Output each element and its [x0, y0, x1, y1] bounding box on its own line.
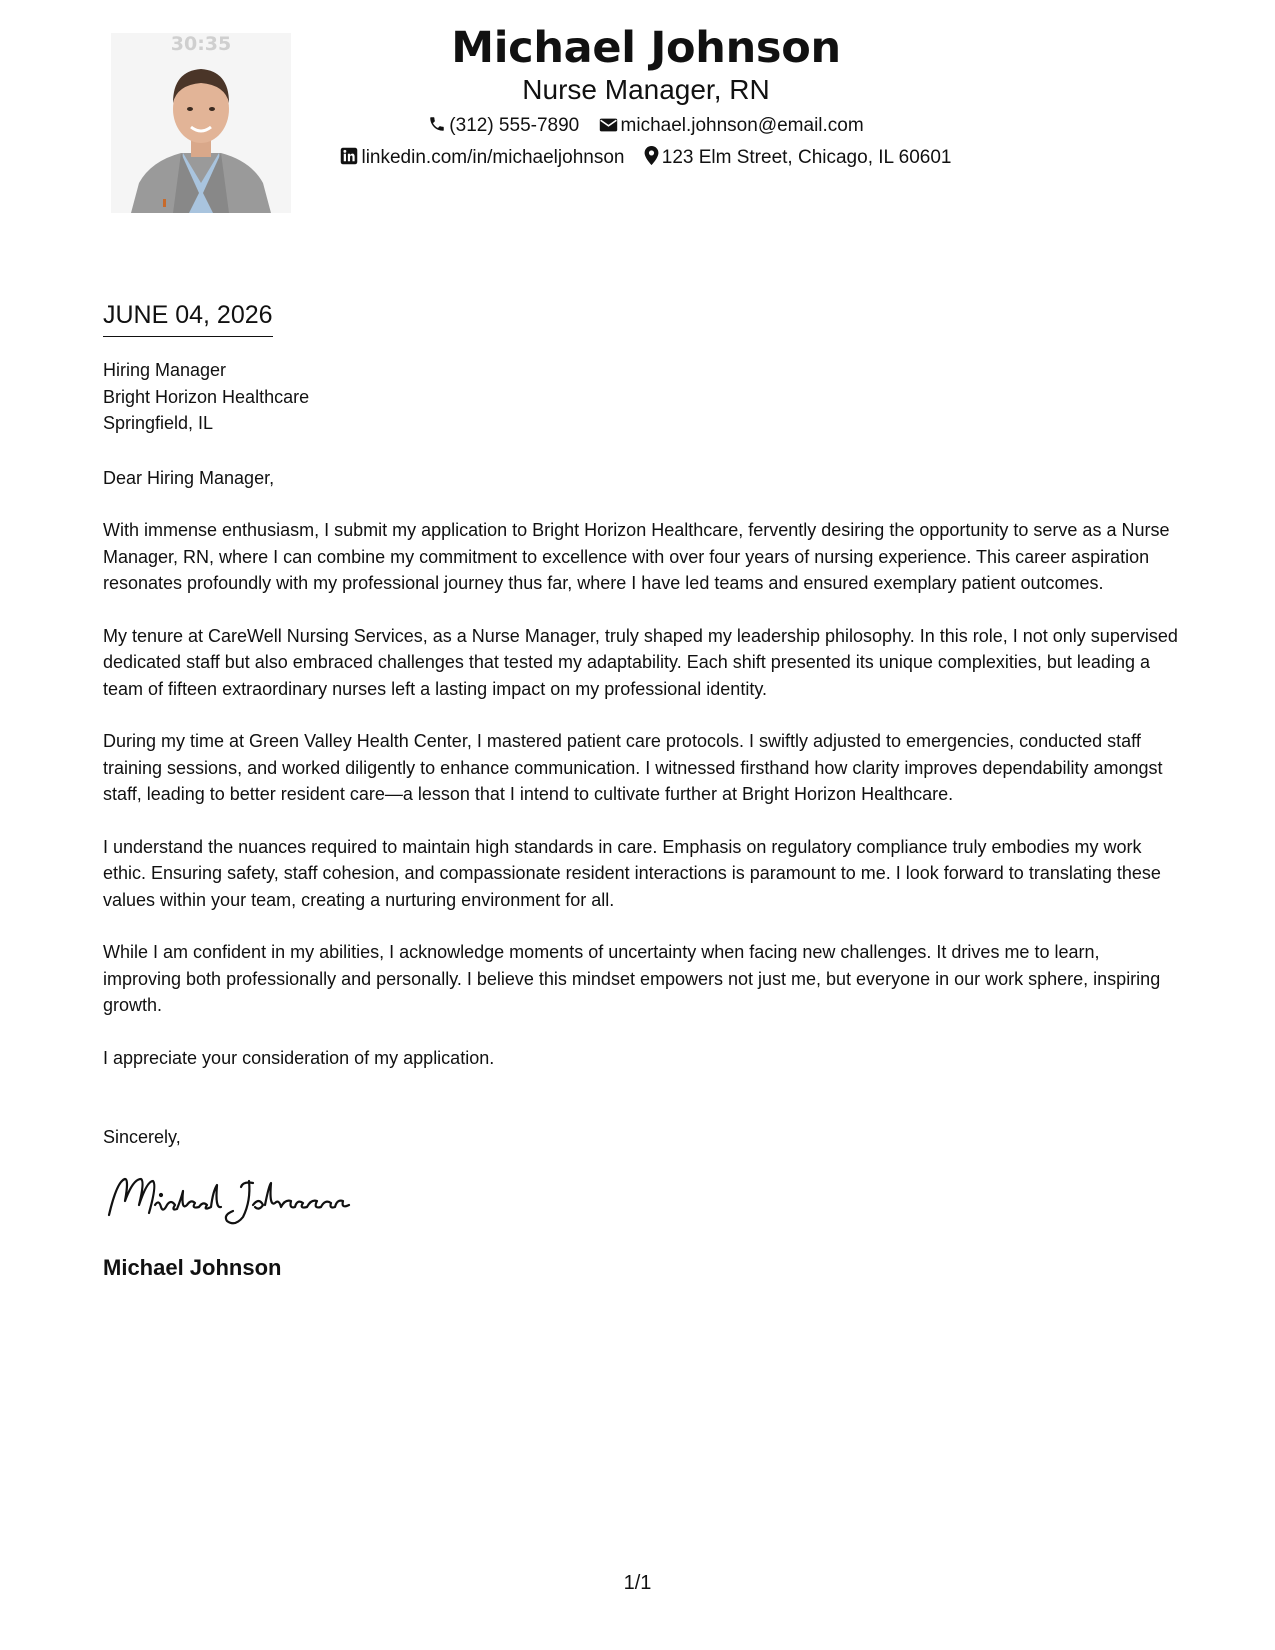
phone-text: (312) 555-7890 — [449, 115, 580, 136]
address-text: 123 Elm Street, Chicago, IL 60601 — [661, 147, 952, 168]
recipient-name: Hiring Manager — [103, 360, 227, 380]
photo-overlay-text: 30:35 — [170, 33, 232, 55]
recipient-company: Bright Horizon Healthcare — [103, 386, 310, 407]
body-paragraph: With immense enthusiasm, I submit my application to Bright Horizon Healthcare, fervently desiring the opportunity to serve as a Nurse Manager, RN, where I can combine my commitment to excellence with over four years of nursing experience. This career aspiration resonates profoundly with my professional journey thus far, where I have led teams and ensured exemplary patient outcomes. — [103, 520, 1170, 593]
profile-photo — [111, 33, 291, 213]
letter-header — [291, 20, 1001, 174]
contact-row-2 — [291, 142, 1001, 174]
map-pin-icon — [644, 146, 659, 165]
linkedin-icon — [340, 147, 358, 165]
phone-icon — [428, 115, 446, 133]
address-contact — [644, 142, 952, 174]
page-number: 1/1 — [623, 1572, 652, 1594]
recipient-block — [103, 357, 1178, 437]
body-paragraph: I appreciate your consideration of my application. — [103, 1047, 495, 1068]
letter-date: JUNE 04, 2026 — [103, 298, 273, 337]
signer-name: Michael Johnson — [103, 1254, 282, 1280]
handwritten-signature — [103, 1171, 1178, 1233]
signature-image — [103, 1171, 363, 1233]
envelope-icon — [599, 117, 618, 133]
closing: Sincerely, — [103, 1127, 181, 1147]
body-paragraph: My tenure at CareWell Nursing Services, as a Nurse Manager, truly shaped my leadership philosophy. In this role, I not only supervised dedicated staff but also embraced challenges that tested my adaptability. Each shift presented its unique complexities, but leading a team of fifteen extraordinary nurses left a lasting impact on my professional identity. — [103, 625, 1178, 699]
linkedin-text: linkedin.com/in/michaeljohnson — [361, 147, 625, 168]
contact-row-1 — [291, 110, 1001, 142]
body-paragraph: During my time at Green Valley Health Center, I mastered patient care protocols. I swiftly adjusted to emergencies, conducted staff training sessions, and worked diligently to enhance communication. I witnessed firsthand how clarity improves dependability amongst staff, leading to better resident care—a lesson that I intend to cultivate further at Bright Horizon Healthcare. — [103, 731, 1163, 804]
linkedin-contact[interactable] — [340, 142, 624, 174]
salutation: Dear Hiring Manager, — [103, 467, 275, 488]
email-contact[interactable] — [599, 110, 864, 142]
email-text: michael.johnson@email.com — [620, 115, 864, 136]
profile-photo-illustration — [111, 33, 291, 213]
applicant-title: Nurse Manager, RN — [522, 74, 770, 105]
phone-contact[interactable] — [428, 110, 579, 142]
body-paragraph: I understand the nuances required to maintain high standards in care. Emphasis on regulatory compliance truly embodies my work ethic. Ensuring safety, staff cohesion, and compassionate resident interactions is paramount to me. I look forward to translating these values within your team, creating a nurturing environment for all. — [103, 836, 1161, 910]
applicant-name: Michael Johnson — [451, 23, 841, 73]
body-paragraph: While I am confident in my abilities, I acknowledge moments of uncertainty when facing new challenges. It drives me to learn, improving both professionally and personally. I believe this mindset empowers not just me, but everyone in our work sphere, inspiring growth. — [103, 942, 1161, 1015]
letter-body — [103, 298, 1178, 1283]
recipient-location: Springfield, IL — [103, 413, 214, 433]
